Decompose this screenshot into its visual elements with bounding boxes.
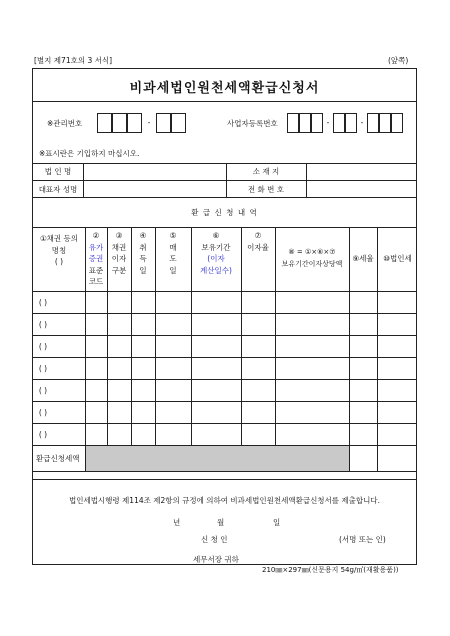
col-header-bond-interest-type: ③ 채권 이자 구분 bbox=[111, 231, 127, 275]
mgmt-digit-box[interactable] bbox=[112, 113, 127, 133]
form-number: [별지 제71호의 3 서식] bbox=[34, 56, 113, 65]
form-title: 비과세법인원천세액환급신청서 bbox=[129, 81, 320, 96]
mgmt-digit-box[interactable] bbox=[97, 113, 112, 133]
row-label: ( ) bbox=[38, 408, 48, 417]
col-header-holding-period: ⑥ 보유기간 (이자 계산일수) bbox=[200, 231, 232, 275]
col-header-interest-rate: ⑦ 이자율 bbox=[247, 231, 269, 252]
biz-digit-box[interactable] bbox=[287, 113, 299, 133]
row-label: ( ) bbox=[38, 342, 48, 351]
col-header-acquisition-date: ④ 취 득 일 bbox=[139, 231, 147, 275]
biz-reg-label: 사업자등록번호 bbox=[227, 119, 278, 128]
rep-name-field[interactable] bbox=[84, 181, 226, 197]
total-row-shaded-cells bbox=[86, 446, 349, 471]
date-month: 월 bbox=[217, 518, 225, 527]
section-title: 환 급 신 청 내 역 bbox=[191, 208, 258, 217]
form-body bbox=[32, 68, 417, 565]
biz-digit-box[interactable] bbox=[367, 113, 379, 133]
mgmt-dash: - bbox=[147, 118, 151, 127]
row-label: ( ) bbox=[38, 320, 48, 329]
row-label: ( ) bbox=[38, 386, 48, 395]
biz-digit-box[interactable] bbox=[311, 113, 323, 133]
biz-digit-box[interactable] bbox=[345, 113, 357, 133]
biz-digit-box[interactable] bbox=[391, 113, 403, 133]
applicant-label: 신 청 인 bbox=[201, 535, 228, 544]
mgmt-digit-box[interactable] bbox=[127, 113, 142, 133]
signature-note: (서명 또는 인) bbox=[339, 535, 386, 544]
col-header-bond-name: ①채권 등의 명칭 ( ) bbox=[39, 234, 79, 266]
col-header-corp-tax: ⑩법인세 bbox=[383, 254, 412, 263]
corp-name-label: 법 인 명 bbox=[44, 167, 72, 176]
phone-label: 전 화 번 호 bbox=[247, 185, 285, 194]
date-day: 일 bbox=[273, 518, 281, 527]
biz-digit-box[interactable] bbox=[299, 113, 311, 133]
mgmt-digit-box[interactable] bbox=[156, 113, 171, 133]
row-label: ( ) bbox=[38, 364, 48, 373]
col-header-securities-code: ② 유가 증권 표준 코드 bbox=[88, 231, 104, 286]
row-label: ( ) bbox=[38, 298, 48, 307]
paper-spec: 210㎜×297㎜(신문용지 54g/㎡(재활용품)) bbox=[262, 566, 399, 574]
biz-dash: - bbox=[326, 118, 330, 127]
mgmt-number-label: ※관리번호 bbox=[47, 119, 83, 128]
col-header-tax-rate: ⑨세율 bbox=[352, 254, 374, 263]
total-row-label: 환급신청세액 bbox=[36, 454, 80, 463]
rep-name-label: 대표자 성명 bbox=[38, 185, 78, 194]
biz-digit-box[interactable] bbox=[379, 113, 391, 133]
biz-digit-box[interactable] bbox=[333, 113, 345, 133]
biz-dash: - bbox=[360, 118, 364, 127]
col-header-sale-date: ⑤ 매 도 일 bbox=[169, 231, 177, 275]
statement-text: 법인세법시행령 제114조 제2항의 규정에 의하여 비과세법인원천세액환급신청서를 제출합니다. bbox=[68, 496, 381, 505]
mgmt-digit-box[interactable] bbox=[171, 113, 186, 133]
phone-field[interactable] bbox=[307, 181, 417, 197]
page-side-label: (앞쪽) bbox=[388, 56, 409, 65]
date-year: 년 bbox=[173, 518, 181, 527]
location-label: 소 재 지 bbox=[252, 167, 280, 176]
notice-text: ※표시란은 기입하지 마십시오. bbox=[39, 149, 140, 158]
addressee: 세무서장 귀하 bbox=[193, 555, 239, 564]
corp-name-field[interactable] bbox=[84, 164, 226, 180]
row-label: ( ) bbox=[38, 430, 48, 439]
col-header-holding-interest: ⑧ = ①×⑥×⑦ 보유기간이자상당액 bbox=[281, 248, 343, 268]
location-field[interactable] bbox=[307, 164, 417, 180]
